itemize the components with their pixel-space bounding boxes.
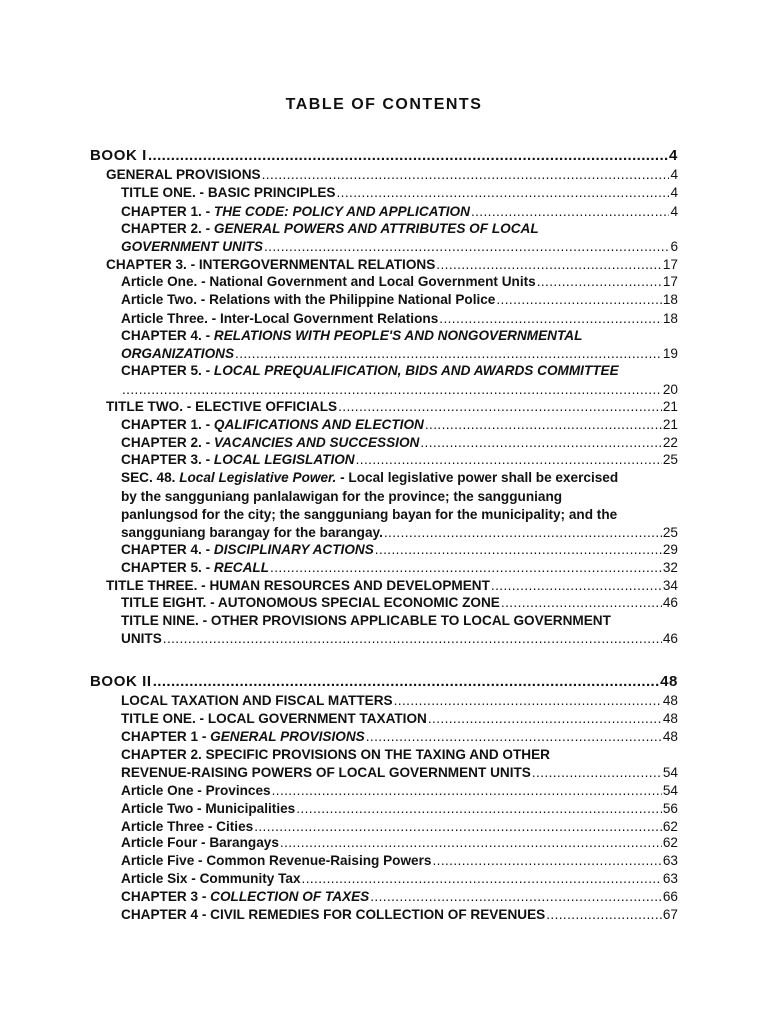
toc-entry	[121, 728, 678, 746]
toc-entry	[121, 416, 678, 434]
toc-entry-text: CHAPTER 3. - LOCAL LEGISLATION	[121, 452, 355, 467]
dot-leader	[394, 692, 662, 710]
page-number: 66	[662, 889, 678, 904]
toc-entry	[90, 147, 678, 165]
page-number: 6	[670, 239, 678, 254]
toc-entry-text: Article Two - Municipalities	[121, 801, 296, 816]
toc-entry	[121, 381, 678, 399]
toc-entry-text: CHAPTER 5. - RECALL	[121, 560, 270, 575]
toc-entry-text: CHAPTER 1. - THE CODE: POLICY AND APPLICATION	[121, 204, 470, 219]
page-number: 21	[662, 399, 678, 414]
toc-entry-text: BOOK I	[90, 147, 147, 164]
toc-entry	[106, 398, 678, 416]
dot-leader	[235, 345, 662, 363]
page-number: 56	[662, 801, 678, 816]
dot-leader	[296, 800, 662, 818]
toc-entry	[121, 184, 678, 202]
page-number: 4	[670, 167, 678, 182]
toc-entry-text: CHAPTER 3 - COLLECTION OF TAXES	[121, 889, 370, 904]
toc-entry-text: CHAPTER 4 - CIVIL REMEDIES FOR COLLECTION OF REVENUES	[121, 907, 546, 922]
toc-entry-text: TITLE NINE. - OTHER PROVISIONS APPLICABLE TO LOCAL GOVERNMENT	[121, 613, 611, 628]
page-number: 54	[662, 765, 678, 780]
toc-entry-text: TITLE EIGHT. - AUTONOMOUS SPECIAL ECONOMIC ZONE	[121, 595, 500, 610]
dot-leader	[546, 906, 662, 924]
toc-entry-text: SEC. 48. Local Legislative Power. - Local legislative power shall be exercised	[121, 470, 619, 485]
dot-leader	[122, 381, 662, 399]
dot-leader	[370, 888, 662, 906]
dot-leader	[496, 291, 662, 309]
toc-entry	[121, 612, 611, 630]
toc-entry-text: TITLE THREE. - HUMAN RESOURCES AND DEVELOPMENT	[106, 578, 490, 593]
page-number: 46	[662, 595, 678, 610]
toc-entry-text: CHAPTER 4. - RELATIONS WITH PEOPLE'S AND NONGOVERNMENTAL	[121, 328, 583, 343]
toc-entry	[106, 577, 678, 595]
dot-leader	[420, 434, 662, 452]
dot-leader	[264, 238, 669, 256]
page-number: 48	[662, 729, 678, 744]
toc-entry-text: CHAPTER 4. - DISCIPLINARY ACTIONS	[121, 542, 374, 557]
page-number: 48	[662, 693, 678, 708]
page-number: 22	[662, 435, 678, 450]
toc-entry-text: CHAPTER 1 - GENERAL PROVISIONS	[121, 729, 365, 744]
toc-entry-text: sangguniang barangay for the barangay.	[121, 525, 383, 540]
toc-entry	[121, 310, 678, 328]
toc-entry	[121, 834, 678, 852]
dot-leader	[428, 710, 662, 728]
dot-leader	[270, 559, 662, 577]
page-number: 4	[669, 147, 678, 164]
page-number: 62	[662, 819, 678, 834]
toc-entry	[121, 273, 678, 291]
toc-entry	[121, 852, 678, 870]
toc-entry	[121, 506, 617, 524]
dot-leader	[366, 728, 662, 746]
page-number: 21	[662, 417, 678, 432]
page-number: 4	[670, 204, 678, 219]
dot-leader	[302, 870, 662, 888]
dot-leader	[337, 184, 670, 202]
toc-entry-text: Article Three. - Inter-Local Government Relations	[121, 311, 439, 326]
toc-entry	[106, 256, 678, 274]
page-number: 34	[662, 578, 678, 593]
dot-leader	[338, 398, 662, 416]
page-number: 4	[670, 185, 678, 200]
toc-entry	[121, 888, 678, 906]
page-number: 29	[662, 542, 678, 557]
dot-leader	[272, 782, 662, 800]
toc-entry-text: BOOK II	[90, 673, 152, 690]
toc-entry	[121, 800, 678, 818]
dot-leader	[163, 630, 662, 648]
toc-entry	[121, 710, 678, 728]
page-number: 18	[662, 311, 678, 326]
dot-leader	[537, 273, 662, 291]
dot-leader	[501, 594, 662, 612]
toc-entry	[121, 451, 678, 469]
dot-leader	[384, 524, 662, 542]
toc-entry	[121, 362, 619, 380]
toc-entry	[121, 692, 678, 710]
toc-entry-text: Article One. - National Government and Local Government Units	[121, 274, 536, 289]
page-number: 18	[662, 292, 678, 307]
page-number: 63	[662, 871, 678, 886]
toc-entry	[121, 345, 678, 363]
toc-entry	[121, 594, 678, 612]
dot-leader	[153, 673, 659, 691]
toc-entry-text: CHAPTER 5. - LOCAL PREQUALIFICATION, BIDS AND AWARDS COMMITTEE	[121, 363, 619, 378]
toc-entry-text: Article One - Provinces	[121, 783, 271, 798]
toc-entry	[121, 870, 678, 888]
dot-leader	[471, 203, 670, 221]
page-number: 48	[662, 711, 678, 726]
toc-entry-text: GENERAL PROVISIONS	[106, 167, 261, 182]
page-number: 32	[662, 560, 678, 575]
toc-entry	[121, 906, 678, 924]
page-number: 19	[662, 346, 678, 361]
toc-entry-text: ORGANIZATIONS	[121, 346, 235, 361]
toc-entry-text: CHAPTER 3. - INTERGOVERNMENTAL RELATIONS	[106, 257, 436, 272]
toc-entry-text: CHAPTER 2. - GENERAL POWERS AND ATTRIBUTES OF LOCAL	[121, 221, 539, 236]
toc-entry	[121, 434, 678, 452]
toc-entry-text: TITLE ONE. - LOCAL GOVERNMENT TAXATION	[121, 711, 427, 726]
page-number: 62	[662, 835, 678, 850]
toc-entry-text: UNITS	[121, 631, 162, 646]
dot-leader	[439, 310, 662, 328]
toc-entry	[121, 630, 678, 648]
toc-entry	[121, 291, 678, 309]
toc-entry-text: LOCAL TAXATION AND FISCAL MATTERS	[121, 693, 393, 708]
page-number: 20	[662, 382, 678, 397]
toc-entry	[121, 764, 678, 782]
toc-entry	[121, 782, 678, 800]
toc-entry-text: REVENUE-RAISING POWERS OF LOCAL GOVERNMENT UNITS	[121, 765, 531, 780]
toc-entry-text: TITLE ONE. - BASIC PRINCIPLES	[121, 185, 336, 200]
toc-entry	[121, 238, 678, 256]
page-number: 48	[660, 673, 678, 690]
page-number: 25	[662, 452, 678, 467]
toc-entry-text: CHAPTER 2. SPECIFIC PROVISIONS ON THE TAXING AND OTHER	[121, 747, 550, 762]
toc-entry-text: panlungsod for the city; the sangguniang bayan for the municipality; and the	[121, 507, 618, 522]
dot-leader	[375, 541, 662, 559]
toc-entry	[121, 469, 618, 487]
toc-entry	[121, 541, 678, 559]
page-number: 17	[662, 257, 678, 272]
toc-entry-text: Article Six - Community Tax	[121, 871, 301, 886]
page-number: 17	[662, 274, 678, 289]
page-number: 46	[662, 631, 678, 646]
toc-entry	[121, 746, 550, 764]
toc-entry	[121, 203, 678, 221]
toc-entry-text: GOVERNMENT UNITS	[121, 239, 263, 254]
dot-leader	[425, 416, 662, 434]
toc-entry	[121, 559, 678, 577]
toc-entry-text: Article Five - Common Revenue-Raising Powers	[121, 853, 432, 868]
dot-leader	[436, 256, 662, 274]
page-number: 67	[662, 907, 678, 922]
dot-leader	[532, 764, 662, 782]
dot-leader	[262, 166, 670, 184]
dot-leader	[432, 852, 661, 870]
page-number: 63	[662, 853, 678, 868]
toc-entry	[90, 673, 678, 691]
dot-leader	[148, 147, 668, 165]
page-title: TABLE OF CONTENTS	[285, 96, 483, 113]
toc-entry-text: Article Three - Cities	[121, 819, 254, 834]
page-number: 54	[662, 783, 678, 798]
dot-leader	[356, 451, 662, 469]
toc-entry	[121, 488, 562, 506]
dot-leader	[280, 834, 662, 852]
toc-entry-text: TITLE TWO. - ELECTIVE OFFICIALS	[106, 399, 338, 414]
toc-entry-text: CHAPTER 2. - VACANCIES AND SUCCESSION	[121, 435, 420, 450]
toc-entry-text: Article Two. - Relations with the Philippine National Police	[121, 292, 496, 307]
page-number: 25	[662, 525, 678, 540]
dot-leader	[491, 577, 662, 595]
toc-entry-text: Article Four - Barangays	[121, 835, 279, 850]
toc-entry	[121, 524, 678, 542]
toc-entry-text: by the sangguniang panlalawigan for the province; the sangguniang	[121, 489, 563, 504]
toc-entry	[121, 327, 582, 345]
toc-entry	[121, 220, 539, 238]
toc-entry-text: CHAPTER 1. - QALIFICATIONS AND ELECTION	[121, 417, 424, 432]
toc-entry	[106, 166, 678, 184]
